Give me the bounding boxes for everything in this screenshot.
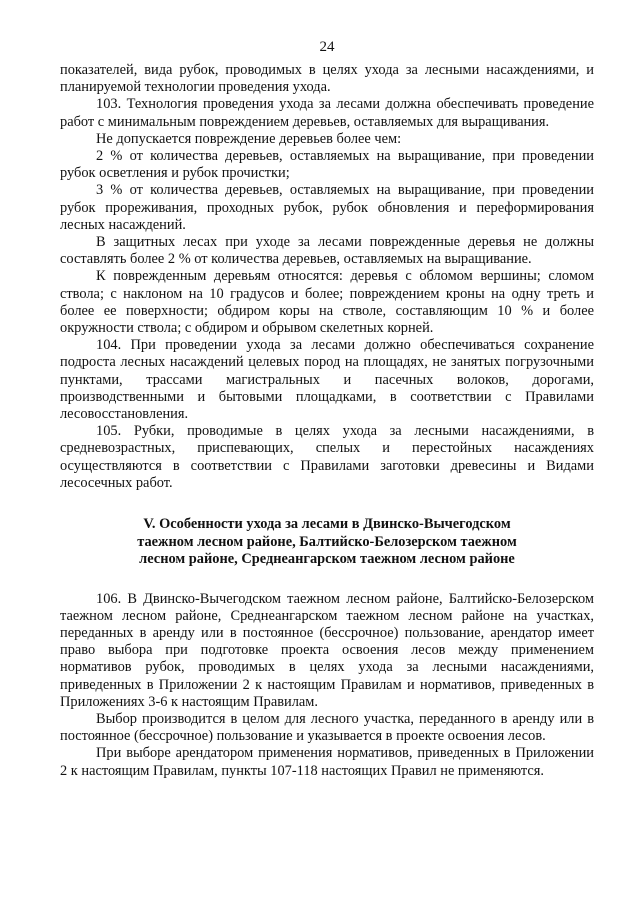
paragraph-damage-3-percent: 3 % от количества деревьев, оставляемых на выращивание, при проведении рубок прореживания, проходных рубок, рубок обновления и переформирования лесных насаждений. (60, 182, 594, 233)
paragraph-appendix-2-choice: При выборе арендатором применения нормативов, приведенных в Приложении 2 к настоящим Правилам, пункты 107-118 настоящих Правил не применяются. (60, 745, 594, 779)
paragraph-damage-limit-intro: Не допускается повреждение деревьев более чем: (96, 130, 402, 147)
paragraph-103: 103. Технология проведения ухода за лесами должна обеспечивать проведение работ с минимальным повреждением деревьев, оставляемых для выращивания. (60, 96, 594, 130)
paragraph-protective-forests: В защитных лесах при уходе за лесами поврежденные деревья не должны составлять более 2 % от количества деревьев, оставляемых на выращивание. (60, 234, 594, 268)
paragraph-damaged-trees-definition: К поврежденным деревьям относятся: деревья с обломом вершины; сломом ствола; с наклоном на 10 градусов и более; повреждением кроны на одну треть и более ее поверхности; обдиром коры на стволе, составляющим 10 % и более окружности ствола; с обдиром и обрывом скелетных корней. (60, 268, 594, 337)
paragraph-damage-2-percent: 2 % от количества деревьев, оставляемых на выращивание, при проведении рубок осветления и рубок прочистки; (60, 148, 594, 182)
section-heading-line-3: лесном районе, Среднеангарском таежном лесном районе (139, 551, 515, 568)
paragraph-104: 104. При проведении ухода за лесами должно обеспечиваться сохранение подроста лесных насаждений целевых пород на площадях, не занятых погрузочными пунктами, трассами магистральных и пасечных волоков, дорогами, производственными и бытовыми площадками, в соответствии с Правилами лесовосстановления. (60, 337, 594, 423)
page-number: 24 (319, 39, 335, 55)
section-heading-line-1: V. Особенности ухода за лесами в Двинско-Вычегодском (143, 516, 511, 533)
paragraph-choice: Выбор производится в целом для лесного участка, переданного в аренду или в постоянное (бессрочное) пользование и указывается в проекте освоения лесов. (60, 711, 594, 745)
paragraph-105: 105. Рубки, проводимые в целях ухода за лесными насаждениями, в средневозрастных, приспевающих, спелых и перестойных насаждениях осуществляются в соответствии с Правилами заготовки древесины и Видами лесосечных работ. (60, 423, 594, 491)
section-heading-line-2: таежном лесном районе, Балтийско-Белозерском таежном (137, 533, 517, 550)
paragraph-106: 106. В Двинско-Вычегодском таежном лесном районе, Балтийско-Белозерском таежном лесном районе, Среднеангарском таежном лесном районе на участках, переданных в аренду или в постоянное (бессрочное) пользование, арендатор имеет право выбора при подготовке проекта освоения лесов между применением нормативов рубок, проводимых в целях ухода за лесными насаждениями, приведенных в Приложении 2 к настоящим Правилам и нормативов, приведенных в Приложениях 3-6 к настоящим Правилам. (60, 590, 594, 710)
paragraph-continuation: показателей, вида рубок, проводимых в целях ухода за лесными насаждениями, и планируемой технологии проведения ухода. (60, 62, 594, 96)
section-heading (60, 516, 594, 569)
